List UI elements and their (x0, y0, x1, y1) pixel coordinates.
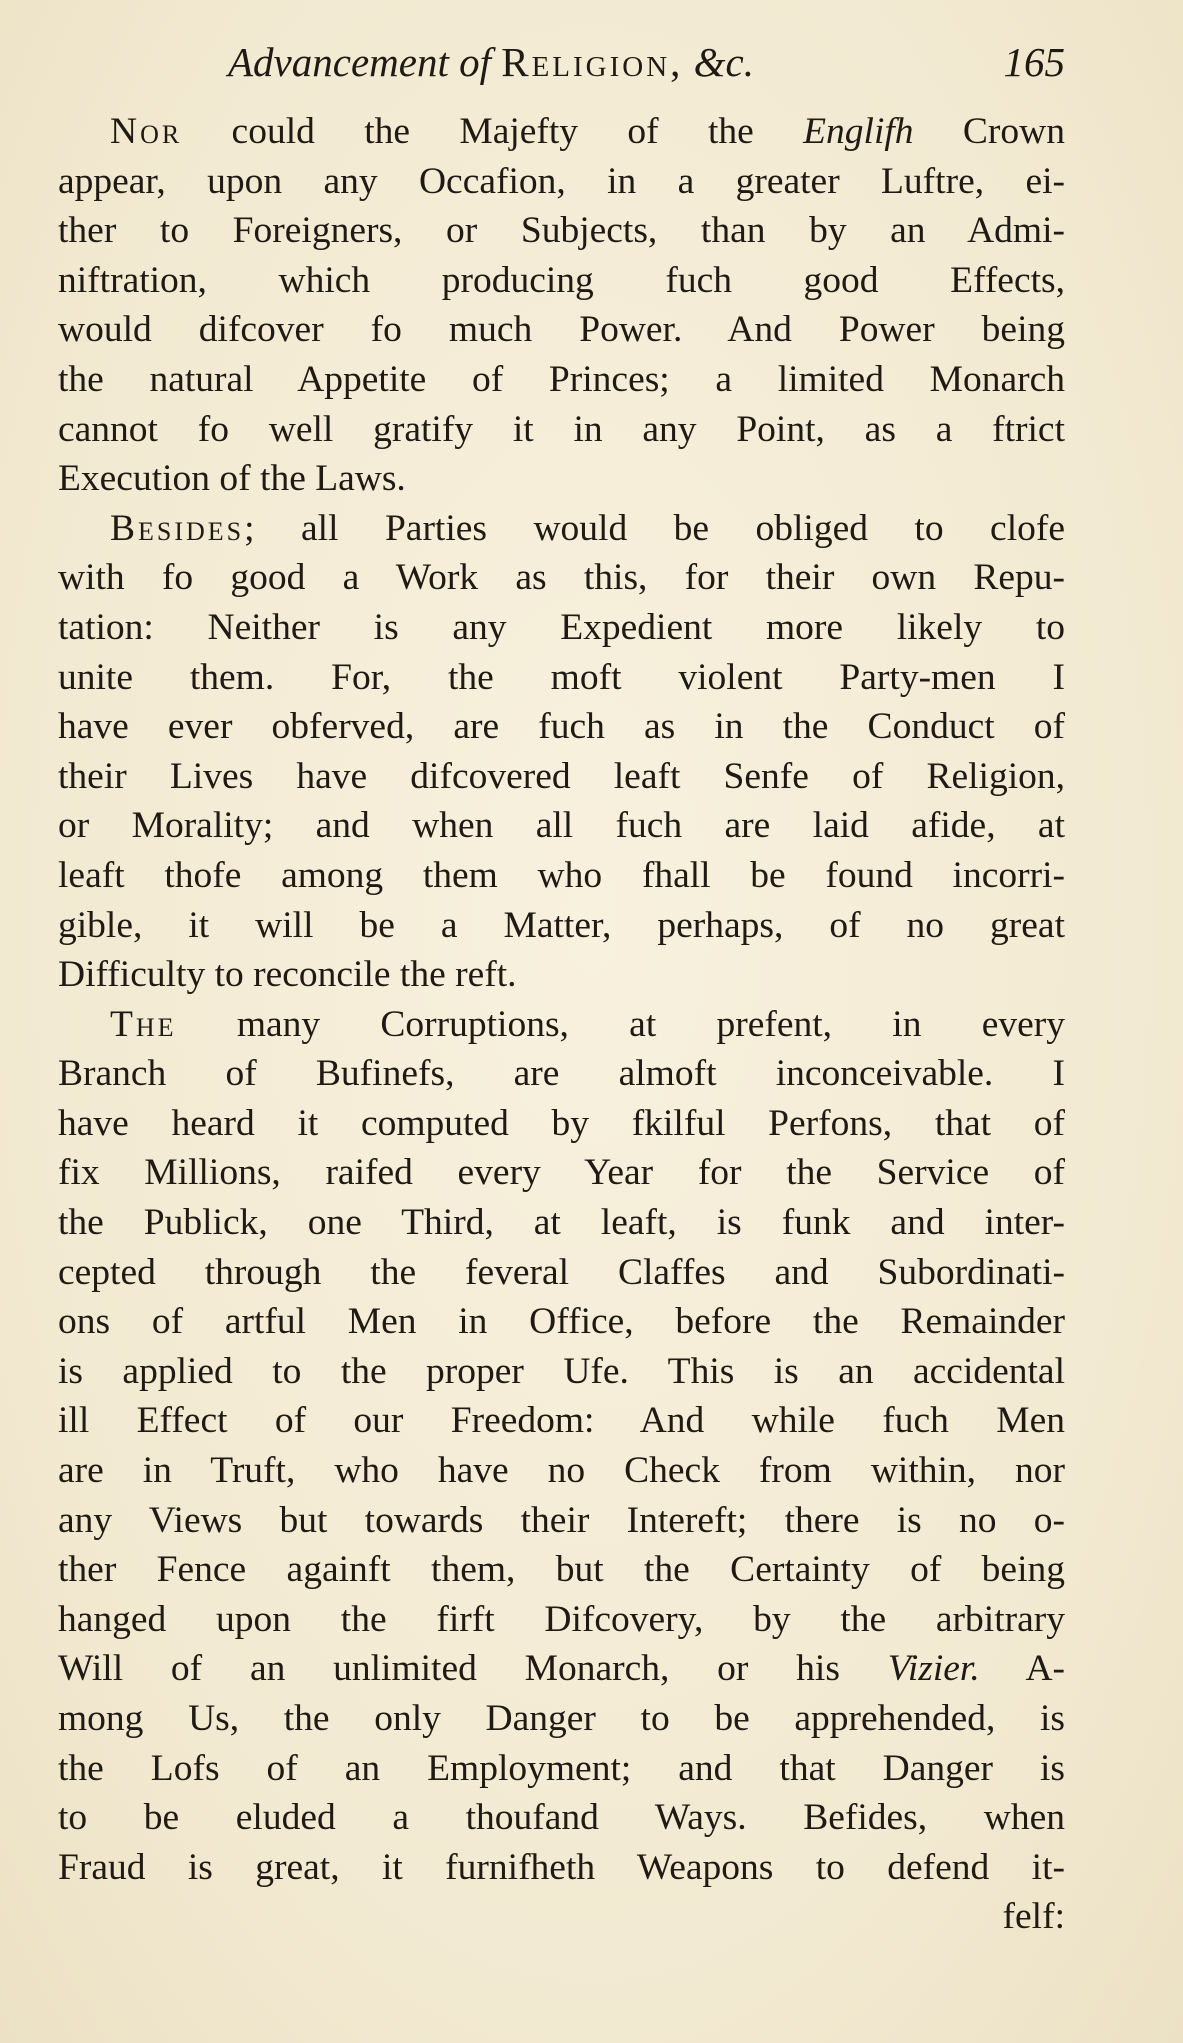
running-title-smallcaps: Religion, (501, 39, 684, 85)
line-text: could the Majefty of the (182, 111, 804, 152)
text-line: would difcover fo much Power. And Power being (58, 309, 1065, 351)
text-line (58, 504, 1065, 554)
running-head (60, 28, 1065, 98)
text-line: with fo good a Work as this, for their own Repu- (58, 557, 1065, 599)
text-line: their Lives have difcovered leaft Senfe of Religion, (58, 755, 1065, 797)
text-line (58, 107, 1065, 157)
text-line: Difficulty to reconcile the reft. (58, 954, 517, 996)
text-line: niftration, which producing fuch good Effects, (58, 259, 1065, 301)
paragraph-lead: The (110, 1003, 177, 1045)
text-line: hanged upon the firft Difcovery, by the arbitrary (58, 1598, 1065, 1640)
text-line (58, 1000, 1065, 1050)
text-line: ons of artful Men in Office, before the Remainder (58, 1301, 1065, 1343)
text-line: Fraud is great, it furnifheth Weapons to defend it- (58, 1846, 1065, 1888)
text-line: appear, upon any Occafion, in a greater Luftre, ei- (58, 160, 1065, 202)
line-tail: Crown (913, 111, 1065, 152)
body-text (58, 107, 1065, 1942)
text-line: is applied to the proper Ufe. This is an accidental (58, 1350, 1065, 1392)
text-line: mong Us, the only Danger to be apprehended, is (58, 1698, 1065, 1739)
text-line: the natural Appetite of Princes; a limited Monarch (58, 358, 1065, 400)
text-line: fix Millions, raifed every Year for the Service of (58, 1152, 1065, 1194)
text-line: leaft thofe among them who fhall be found incorri- (58, 854, 1065, 896)
text-line: cepted through the feveral Claffes and Subordinati- (58, 1251, 1065, 1293)
line-text: Will of an unlimited Monarch, or his (58, 1648, 888, 1690)
running-title-tail: &c. (693, 39, 754, 85)
text-line: tation: Neither is any Expedient more likely to (58, 606, 1065, 648)
line-italic: Englifh (803, 111, 914, 152)
text-line: Execution of the Laws. (58, 458, 406, 500)
text-line: cannot fo well gratify it in any Point, as a ftrict (58, 408, 1065, 450)
text-line: the Publick, one Third, at leaft, is funk and inter- (58, 1202, 1065, 1244)
catchword: felf: (1002, 1896, 1065, 1938)
text-line (58, 1644, 1065, 1694)
paragraph-lead: Besides (110, 507, 245, 549)
text-line: have ever obferved, are fuch as in the Conduct of (58, 706, 1065, 748)
text-line: any Views but towards their Intereft; there is no o- (58, 1499, 1065, 1541)
line-italic: Vizier. (887, 1648, 980, 1690)
paragraph-lead: Nor (110, 111, 183, 152)
text-line: to be eluded a thoufand Ways. Befides, when (58, 1797, 1065, 1839)
running-title-italic: Advancement of (228, 39, 491, 85)
text-line: ill Effect of our Freedom: And while fuch Men (58, 1400, 1065, 1442)
text-line: have heard it computed by fkilful Perfons, that of (58, 1102, 1065, 1144)
text-line: ther Fence againft them, but the Certainty of being (58, 1549, 1065, 1591)
text-line: ther to Foreigners, or Subjects, than by an Admi- (58, 210, 1065, 252)
line-text: many Corruptions, at prefent, in every (176, 1003, 1065, 1045)
line-tail: A- (979, 1648, 1066, 1690)
text-line: or Morality; and when all fuch are laid afide, at (58, 805, 1065, 847)
text-line: the Lofs of an Employment; and that Danger is (58, 1747, 1065, 1789)
text-line: Branch of Bufinefs, are almoft inconceivable. I (58, 1053, 1065, 1095)
line-text: ; all Parties would be obliged to clofe (244, 507, 1065, 549)
text-line: gible, it will be a Matter, perhaps, of no great (58, 904, 1065, 946)
text-line: are in Truft, who have no Check from within, nor (58, 1450, 1065, 1492)
text-line: unite them. For, the moft violent Party-men I (58, 656, 1065, 698)
page-number: 165 (1003, 39, 1065, 85)
running-title (228, 38, 754, 86)
